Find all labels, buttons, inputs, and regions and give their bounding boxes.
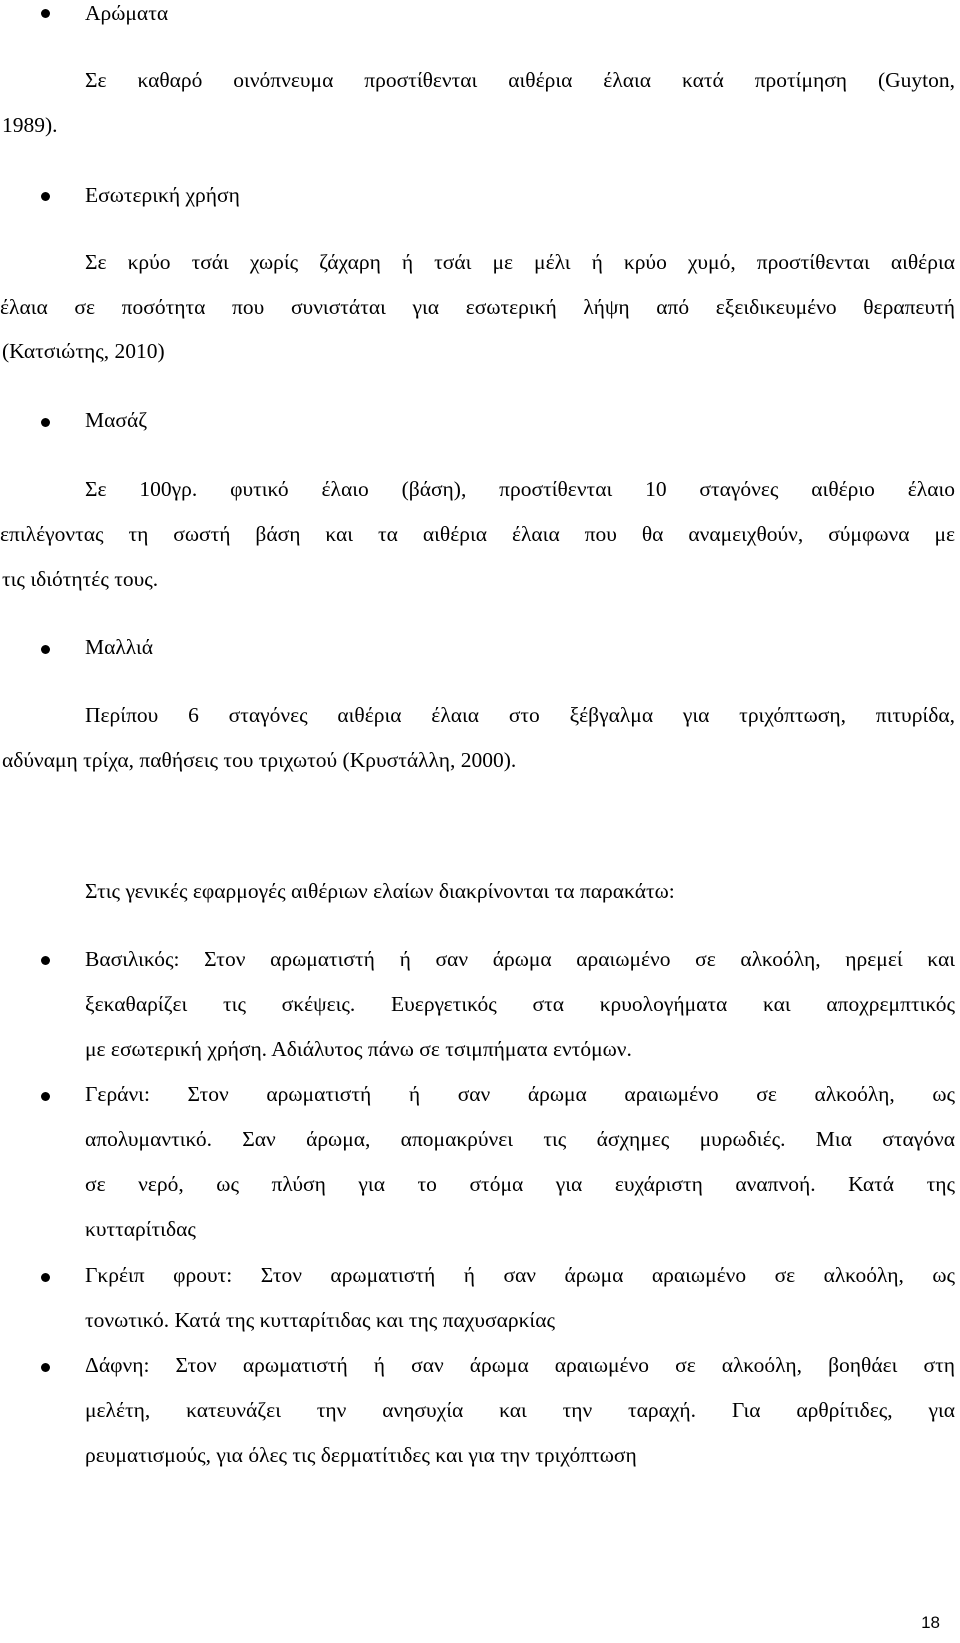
section-heading-hair: Μαλλιά <box>85 635 154 659</box>
oil-basil-line: Βασιλικός: Στον αρωματιστή ή σαν άρωμα αραιωμένο σε αλκοόλη, ηρεμεί και <box>85 947 955 971</box>
page-number: 18 <box>921 1613 940 1632</box>
oil-laurel-line: Δάφνη: Στον αρωματιστή ή σαν άρωμα αραιωμένο σε αλκοόλη, βοηθάει στη <box>85 1353 955 1377</box>
oil-geranium-line: σε νερό, ως πλύση για το στόμα για ευχάριστη αναπνοή. Κατά της <box>85 1172 955 1196</box>
paragraph-line: επιλέγοντας τη σωστή βάση και τα αιθέρια έλαια που θα αναμειχθούν, σύμφωνα με <box>0 522 955 546</box>
oil-laurel-line: ρευματισμούς, για όλες τις δερματίτιδες και για την τριχόπτωση <box>85 1443 637 1467</box>
bullet-icon <box>41 9 50 18</box>
bullet-icon <box>41 1092 50 1101</box>
paragraph-line: έλαια σε ποσότητα που συνιστάται για εσωτερική λήψη από εξειδικευμένο θεραπευτή <box>0 295 955 319</box>
paragraph-line: αδύναμη τρίχα, παθήσεις του τριχωτού (Κρυστάλλη, 2000). <box>2 748 517 772</box>
oil-laurel-line: μελέτη, κατευνάζει την ανησυχία και την ταραχή. Για αρθρίτιδες, για <box>85 1398 955 1422</box>
bullet-icon <box>41 192 50 201</box>
section-heading-internal-use: Εσωτερική χρήση <box>85 183 240 207</box>
paragraph-line: τις ιδιότητές τους. <box>2 567 159 591</box>
paragraph-line: 1989). <box>2 113 58 137</box>
intro-line: Στις γενικές εφαρμογές αιθέριων ελαίων διακρίνονται τα παρακάτω: <box>85 879 675 903</box>
section-heading-aromata: Αρώματα <box>85 1 169 25</box>
bullet-icon <box>41 418 50 427</box>
oil-basil-line: ξεκαθαρίζει τις σκέψεις. Ευεργετικός στα κρυολογήματα και αποχρεμπτικός <box>85 992 955 1016</box>
paragraph-line: Σε κρύο τσάι χωρίς ζάχαρη ή τσάι με μέλι ή κρύο χυμό, προστίθενται αιθέρια <box>85 250 955 274</box>
oil-basil-line: με εσωτερική χρήση. Αδιάλυτος πάνω σε τσιμπήματα εντόμων. <box>85 1037 632 1061</box>
paragraph-line: Σε 100γρ. φυτικό έλαιο (βάση), προστίθενται 10 σταγόνες αιθέριο έλαιο <box>85 477 955 501</box>
bullet-icon <box>41 956 50 965</box>
paragraph-line: Περίπου 6 σταγόνες αιθέρια έλαια στο ξέβγαλμα για τριχόπτωση, πιτυρίδα, <box>85 703 955 727</box>
oil-geranium-line: κυτταρίτιδας <box>85 1217 196 1241</box>
section-heading-massage: Μασάζ <box>85 408 148 432</box>
oil-geranium-line: απολυμαντικό. Σαν άρωμα, απομακρύνει τις άσχημες μυρωδιές. Μια σταγόνα <box>85 1127 955 1151</box>
oil-geranium-line: Γεράνι: Στον αρωματιστή ή σαν άρωμα αραιωμένο σε αλκοόλη, ως <box>85 1082 955 1106</box>
paragraph-line: Σε καθαρό οινόπνευμα προστίθενται αιθέρια έλαια κατά προτίμηση (Guyton, <box>85 68 955 92</box>
oil-grapefruit-line: Γκρέιπ φρουτ: Στον αρωματιστή ή σαν άρωμα αραιωμένο σε αλκοόλη, ως <box>85 1263 955 1287</box>
paragraph-line: (Κατσιώτης, 2010) <box>2 339 165 363</box>
bullet-icon <box>41 1363 50 1372</box>
bullet-icon <box>41 645 50 654</box>
oil-grapefruit-line: τονωτικό. Κατά της κυτταρίτιδας και της παχυσαρκίας <box>85 1308 555 1332</box>
bullet-icon <box>41 1273 50 1282</box>
